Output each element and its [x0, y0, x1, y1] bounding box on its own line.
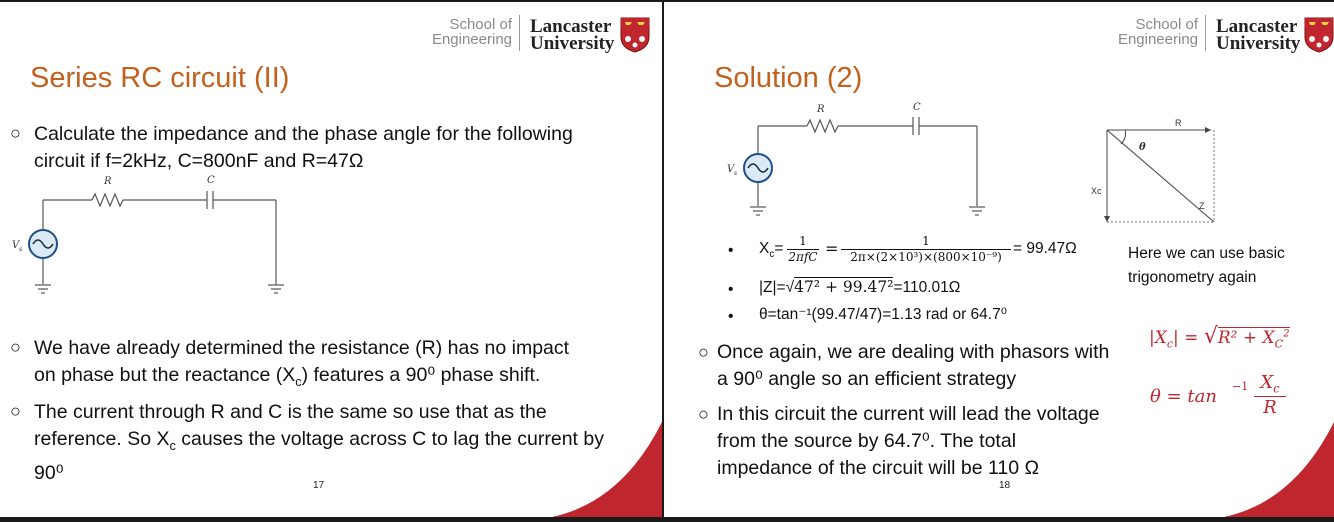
logo-university-line1: Lancaster [530, 16, 612, 37]
bullet-2-text [34, 335, 654, 396]
bullet-1-line-2: circuit if f=2kHz, C=800nF and R=47Ω [34, 150, 364, 172]
bullet-2-line-2: from the source by 64.7⁰. The total [717, 430, 1017, 452]
eq1-num2: 1 [841, 234, 1011, 250]
bullet-2-line-1: In this circuit the current will lead the voltage [717, 403, 1100, 425]
logo-divider [519, 15, 520, 51]
triangle-r-label: R [1175, 118, 1182, 128]
logo-school-line1: School of [449, 16, 512, 33]
corner-swoosh [552, 422, 662, 517]
resistor-label: R [817, 104, 825, 115]
slide-title: Solution (2) [714, 62, 863, 94]
source-label-sub: s [19, 246, 23, 253]
bullet-dot: • [728, 242, 734, 259]
source-label: V [727, 164, 735, 175]
bullet-3-line-3: 90⁰ [34, 461, 64, 484]
trig-note-line-2: trigonometry again [1128, 269, 1257, 286]
eq1-den2: 2π×(2×10³)×(800×10⁻⁹) [850, 250, 1002, 264]
bullet-2-line-1: We have already determined the resistance (R) has no impact [34, 337, 570, 359]
resistor-label: R [104, 176, 112, 187]
bullet-marker: ○ [10, 401, 21, 421]
capacitor-label: C [913, 102, 921, 113]
impedance-triangle [1089, 112, 1224, 232]
formula-xc-magnitude: $|X_c| = √R^2 + X_C^2$ [1149, 324, 1290, 351]
slide-title: Series RC circuit (II) [30, 62, 290, 94]
crest-icon [1304, 17, 1334, 53]
trig-note [1128, 242, 1285, 290]
logo-school-line2: Engineering [431, 31, 512, 48]
source-label-sub: s [734, 170, 738, 177]
bullet-2-text [717, 401, 1147, 482]
source-label: V [12, 240, 20, 251]
equation-z: |Z|=√47² + 99.47²=110.01Ω [759, 278, 961, 296]
bullet-2-line-3: impedance of the circuit will be 110 Ω [717, 457, 1040, 479]
trig-note-line-1: Here we can use basic [1128, 245, 1285, 262]
bullet-1-line-2: a 90⁰ angle so an efficient strategy [717, 368, 1017, 390]
bullet-1-text [34, 121, 654, 175]
eq1-result: = 99.47Ω [1013, 240, 1077, 257]
bullet-marker: ○ [698, 404, 709, 424]
capacitor-label: C [207, 175, 215, 186]
equation-theta: θ=tan⁻¹(99.47/47)=1.13 rad or 64.7⁰ [759, 306, 1007, 323]
corner-swoosh [1224, 422, 1334, 517]
crest-icon [620, 17, 650, 53]
bullet-marker: ○ [10, 123, 21, 143]
bullet-2-line-2: on phase but the reactance $(X_c)$ features a 90⁰ phase shift. [34, 364, 541, 389]
slide-18: School of Engineering Lancaster University Solution (2) R C V s R Xc Z θ • $X_c=$ 1 2πfC = 1 2π×(2×10³)×(800×10⁻⁹) = 99.47Ω • |Z|=√47² + 99.47²=110.01Ω • θ=tan⁻¹(99.47/47)=1.13 rad or 64.7⁰ Here we can use basic trigonometry again $|X_c| = √R^2 + X_C^2$ θ = tan −1 $X_c$ R ○ Once again, we are dealing with phasors with a 90⁰ angle so an efficient strategy ○ In this circuit the current will lead the voltage from the source by 64.7⁰. The total impedance of the circuit will be 110 Ω 18 [664, 2, 1334, 517]
eq1-den1: 2πfC [788, 250, 818, 264]
bullet-3-line-2: reference. So $X_c$ causes the voltage across C to lag the current by [34, 428, 604, 453]
logo-divider [1205, 15, 1206, 51]
triangle-z-label: Z [1199, 201, 1205, 211]
logo-school-line2: Engineering [1117, 31, 1198, 48]
bullet-3-line-1: The current through R and C is the same so use that as the [34, 401, 547, 423]
logo-university-line2: University [530, 33, 615, 54]
bullet-dot: • [728, 308, 734, 325]
logo-university-line1: Lancaster [1216, 16, 1298, 37]
rc-circuit-diagram [704, 98, 994, 223]
triangle-xc-label: Xc [1091, 186, 1102, 196]
bullet-1-line-1: Calculate the impedance and the phase angle for the following [34, 123, 573, 145]
logo-school-line1: School of [1135, 16, 1198, 33]
bullet-1-line-1: Once again, we are dealing with phasors with [717, 341, 1110, 363]
logo-university-line2: University [1216, 33, 1301, 54]
triangle-theta-label: θ [1139, 142, 1146, 153]
rc-circuit-diagram [0, 170, 300, 305]
bullet-marker: ○ [10, 337, 21, 357]
bullet-dot: • [728, 281, 734, 298]
page-number: 18 [999, 480, 1011, 491]
page-number: 17 [313, 480, 325, 491]
eq1-num1: 1 [787, 234, 819, 250]
bullet-marker: ○ [698, 342, 709, 362]
slide-17 [0, 2, 662, 517]
bullet-1-text [717, 339, 1147, 393]
